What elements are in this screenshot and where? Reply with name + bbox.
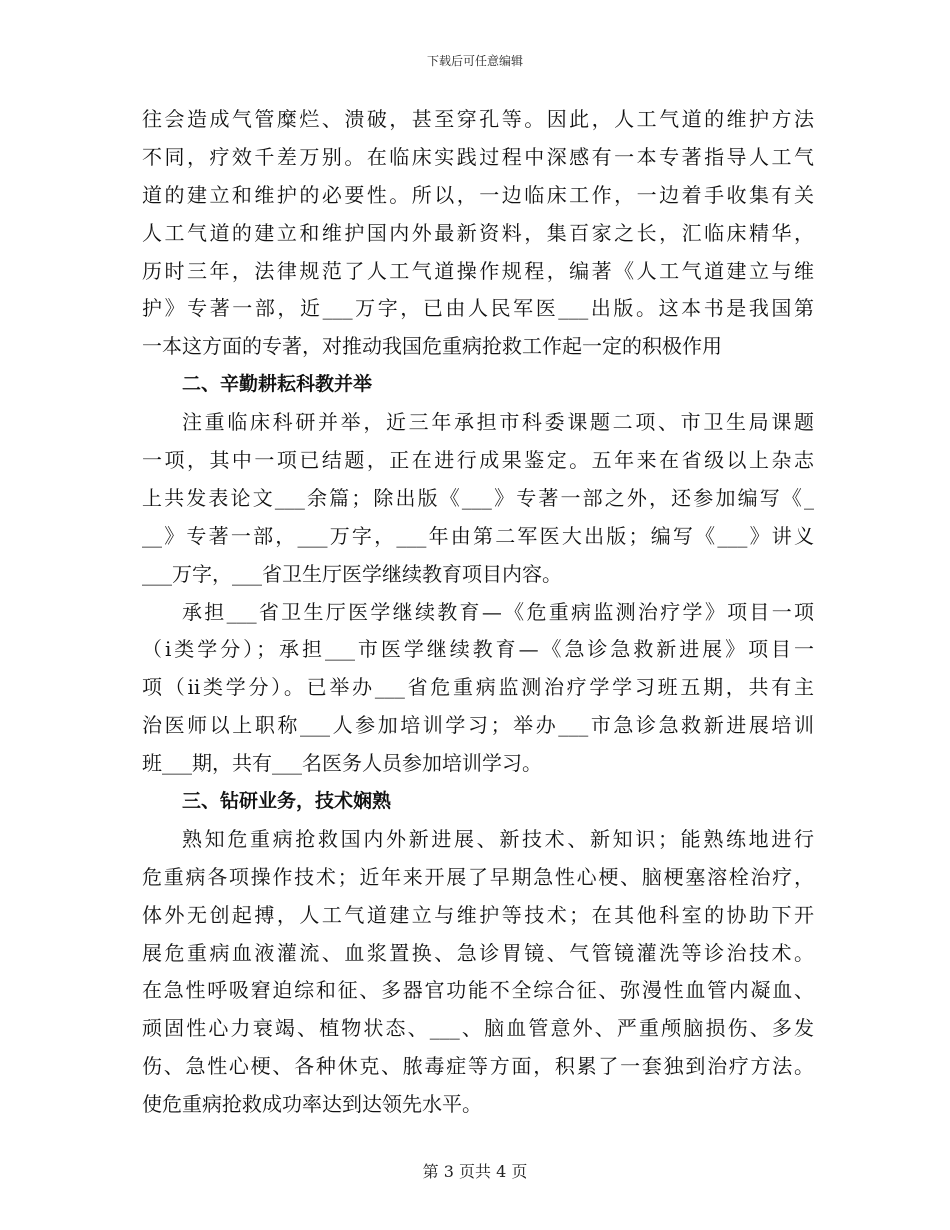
paragraph-line: 熟知危重病抢救国内外新进展、新技术、新知识；能熟练地进行 <box>182 826 814 851</box>
paragraph-line: 使危重病抢救成功率达到达领先水平。 <box>142 1092 482 1117</box>
paragraph-line: 伤、急性心梗、各种休克、脓毒症等方面，积累了一套独到治疗方法。 <box>142 1054 814 1079</box>
paragraph-line: 承担___省卫生厅医学继续教育—《危重病监测治疗学》项目一项 <box>182 599 814 624</box>
page-footer: 第 3 页共 4 页 <box>422 1162 528 1181</box>
section-heading: 三、钻研业务，技术娴熟 <box>182 790 392 813</box>
paragraph-line: 历时三年，法律规范了人工气道操作规程，编著《人工气道建立与维 <box>142 258 814 283</box>
paragraph-line: 体外无创起搏，人工气道建立与维护等技术；在其他科室的协助下开 <box>142 902 814 927</box>
paragraph-line: 一本这方面的专著，对推动我国危重病抢救工作起一定的积极作用 <box>142 334 722 359</box>
paragraph-line: 班___期，共有___名医务人员参加培训学习。 <box>142 751 542 776</box>
paragraph-line: 护》专著一部，近___万字，已由人民军医___出版。这本书是我国第 <box>142 296 814 321</box>
paragraph-line: （ⅰ类学分）；承担___市医学继续教育—《急诊急救新进展》项目一 <box>142 637 814 662</box>
paragraph-line: 往会造成气管糜烂、溃破，甚至穿孔等。因此，人工气道的维护方法 <box>142 107 814 131</box>
section-heading: 二、辛勤耕耘科教并举 <box>182 373 373 396</box>
paragraph-line: 危重病各项操作技术；近年来开展了早期急性心梗、脑梗塞溶栓治疗， <box>142 864 814 889</box>
paragraph-line: ___万字，___省卫生厅医学继续教育项目内容。 <box>142 561 562 586</box>
paragraph-line: 人工气道的建立和维护国内外最新资料，集百家之长，汇临床精华， <box>142 220 814 245</box>
paragraph-line: 不同，疗效千差万别。在临床实践过程中深感有一本专著指导人工气 <box>142 144 814 169</box>
paragraph-line: 展危重病血液灌流、血浆置换、急诊胃镜、气管镜灌洗等诊治技术。 <box>142 940 814 965</box>
paragraph-line: 一项，其中一项已结题，正在进行成果鉴定。五年来在省级以上杂志 <box>142 448 814 473</box>
paragraph-line: 在急性呼吸窘迫综和征、多器官功能不全综合征、弥漫性血管内凝血、 <box>142 978 814 1003</box>
paragraph-line: 项（ⅱ类学分）。已举办___省危重病监测治疗学学习班五期，共有主 <box>142 675 814 700</box>
paragraph-line: __》专著一部，___万字，___年由第二军医大出版；编写《___》讲义 <box>142 523 814 548</box>
paragraph-line: 上共发表论文___余篇；除出版《___》专著一部之外，还参加编写《_ <box>142 485 814 510</box>
body-text <box>142 101 814 1124</box>
paragraph-line: 顽固性心力衰竭、植物状态、___、脑血管意外、严重颅脑损伤、多发 <box>142 1016 814 1041</box>
paragraph-line: 治医师以上职称___人参加培训学习；举办___市急诊急救新进展培训 <box>142 713 814 738</box>
page-header: 下载后可任意编辑 <box>426 54 523 68</box>
paragraph-line: 道的建立和维护的必要性。所以，一边临床工作，一边着手收集有关 <box>142 182 814 207</box>
paragraph-line: 注重临床科研并举，近三年承担市科委课题二项、市卫生局课题 <box>182 410 814 435</box>
